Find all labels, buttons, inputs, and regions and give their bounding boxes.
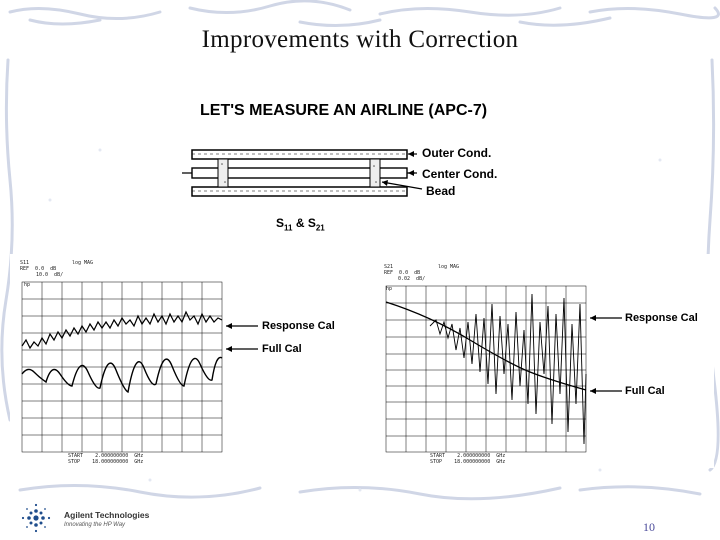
- s21-param: S21: [384, 264, 394, 270]
- s11-marker: hp: [24, 282, 31, 288]
- s21-start: START 2.000000000 GHz: [430, 453, 506, 459]
- s21-marker: hp: [386, 286, 393, 292]
- slide-title: Improvements with Correction: [201, 26, 519, 53]
- s21-format: log MAG: [438, 264, 460, 270]
- s21-graph: [370, 254, 714, 468]
- s11-format: log MAG: [72, 260, 94, 266]
- s11-ref: REF 0.0 dB: [20, 266, 57, 272]
- label-outer-cond: Outer Cond.: [422, 146, 492, 160]
- company-name: Agilent Technologies: [64, 510, 150, 520]
- label-center-cond: Center Cond.: [422, 167, 498, 181]
- s11-scale: 10.0 dB/: [36, 272, 64, 278]
- s21-ref: REF 0.0 dB: [384, 270, 421, 276]
- s11-start: START 2.000000000 GHz: [68, 453, 144, 459]
- s21-callout-response: Response Cal: [625, 312, 698, 324]
- s11-stop: STOP 18.000000000 GHz: [68, 459, 144, 465]
- s21-callout-full: Full Cal: [625, 385, 665, 397]
- airline-caption: $S_{11}$ & $S_{21}$: [276, 216, 325, 233]
- airline-figure: [170, 96, 532, 236]
- agilent-logo: [12, 500, 162, 536]
- s21-stop: STOP 18.000000000 GHz: [430, 459, 506, 465]
- company-tagline: Innovating the HP Way: [64, 522, 126, 528]
- s21-scale: 0.02 dB/: [398, 276, 426, 282]
- airline-figure-title: LET'S MEASURE AN AIRLINE (APC-7): [200, 102, 488, 119]
- label-bead: Bead: [426, 184, 456, 198]
- s21-plot: [370, 254, 714, 468]
- s11-graph: [10, 254, 350, 468]
- s11-param: S11: [20, 260, 30, 266]
- s11-callout-full: Full Cal: [262, 343, 302, 355]
- agilent-spark-logo-icon: [14, 500, 58, 536]
- s11-plot: [10, 254, 350, 468]
- page-number: 10: [643, 520, 655, 534]
- airline-drawing: [170, 96, 532, 236]
- s11-callout-response: Response Cal: [262, 320, 335, 332]
